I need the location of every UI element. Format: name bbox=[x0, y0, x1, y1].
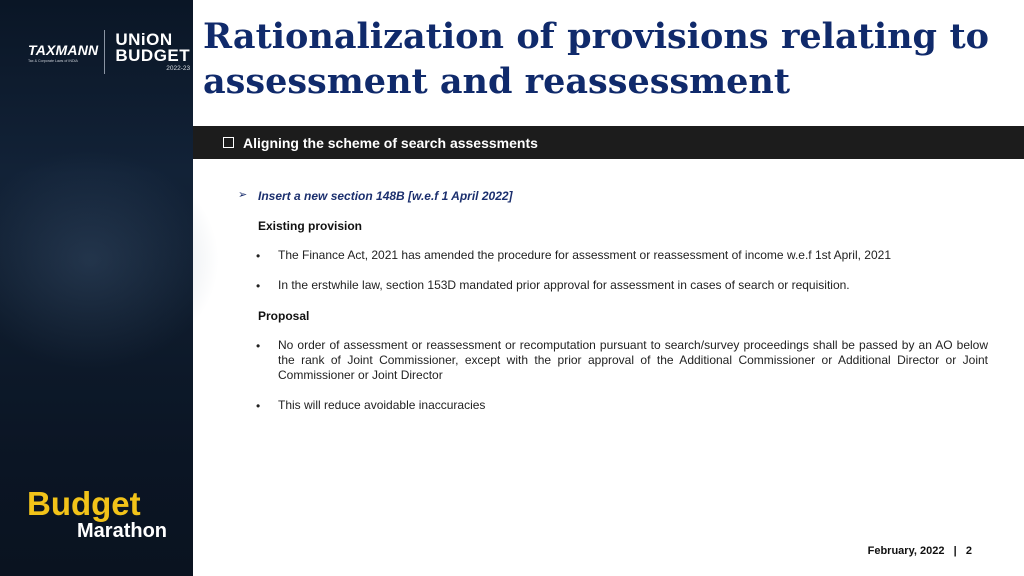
existing-bullet-1: The Finance Act, 2021 has amended the procedure for assessment or reassessment of income w.e.f 1st April, 2021 bbox=[278, 248, 892, 262]
section-band bbox=[193, 126, 1024, 159]
bullet-icon: • bbox=[256, 399, 261, 413]
union-budget-logo bbox=[115, 32, 190, 72]
slide-title bbox=[203, 14, 989, 104]
title-word: Rationalization bbox=[203, 16, 504, 57]
footer-date: February, 2022 bbox=[867, 545, 945, 557]
section-heading: Aligning the scheme of search assessments bbox=[243, 135, 538, 151]
budget-marathon-logo bbox=[27, 487, 167, 541]
insert-section-line: Insert a new section 148B [w.e.f 1 April 2022] bbox=[258, 189, 513, 203]
proposal-heading: Proposal bbox=[258, 309, 310, 323]
slide-footer bbox=[868, 545, 972, 557]
budget-year: 2022-23 bbox=[166, 65, 191, 72]
existing-provision-heading: Existing provision bbox=[258, 219, 363, 233]
bullet-icon: • bbox=[256, 339, 261, 353]
taxmann-logo bbox=[28, 42, 98, 63]
sidebar-glow bbox=[0, 150, 220, 370]
budget-marathon-subtitle: Marathon bbox=[77, 520, 167, 542]
footer-separator: | bbox=[953, 545, 957, 557]
union-wordmark: UNiON bbox=[115, 30, 173, 49]
bullet-icon: • bbox=[256, 249, 261, 263]
budget-wordmark: BUDGET bbox=[115, 46, 191, 65]
title-word: of bbox=[516, 16, 555, 57]
existing-bullet-2: In the erstwhile law, section 153D mandated prior approval for assessment in cases of search or requisition. bbox=[278, 278, 850, 292]
proposal-bullet-2: This will reduce avoidable inaccuracies bbox=[278, 398, 486, 412]
title-word: provisions bbox=[567, 16, 769, 57]
logo-divider bbox=[104, 30, 105, 74]
arrow-bullet-icon: ➢ bbox=[238, 189, 248, 201]
header-logos bbox=[28, 30, 190, 74]
title-word: relating bbox=[780, 16, 938, 57]
slide-title-line-2: assessment and reassessment bbox=[203, 61, 791, 102]
sidebar-panel bbox=[0, 0, 193, 576]
budget-marathon-title: Budget bbox=[27, 485, 141, 522]
title-word: to bbox=[949, 16, 989, 57]
taxmann-tagline: Tax & Corporate Laws of INDIA bbox=[28, 58, 78, 63]
bullet-icon: • bbox=[256, 279, 261, 293]
page-number: 2 bbox=[965, 545, 972, 557]
proposal-bullet-1: No order of assessment or reassessment or recomputation pursuant to search/survey proceedings shall be passed by an AO below the rank of Joint Commissioner, except with the prior approval of the Additional Commissioner or Additional Director or Joint Commissioner or Joint Director bbox=[278, 338, 988, 382]
taxmann-wordmark: TAXMANN bbox=[28, 41, 99, 58]
checkbox-bullet-icon bbox=[223, 137, 234, 148]
slide-title-line-1 bbox=[203, 14, 989, 59]
